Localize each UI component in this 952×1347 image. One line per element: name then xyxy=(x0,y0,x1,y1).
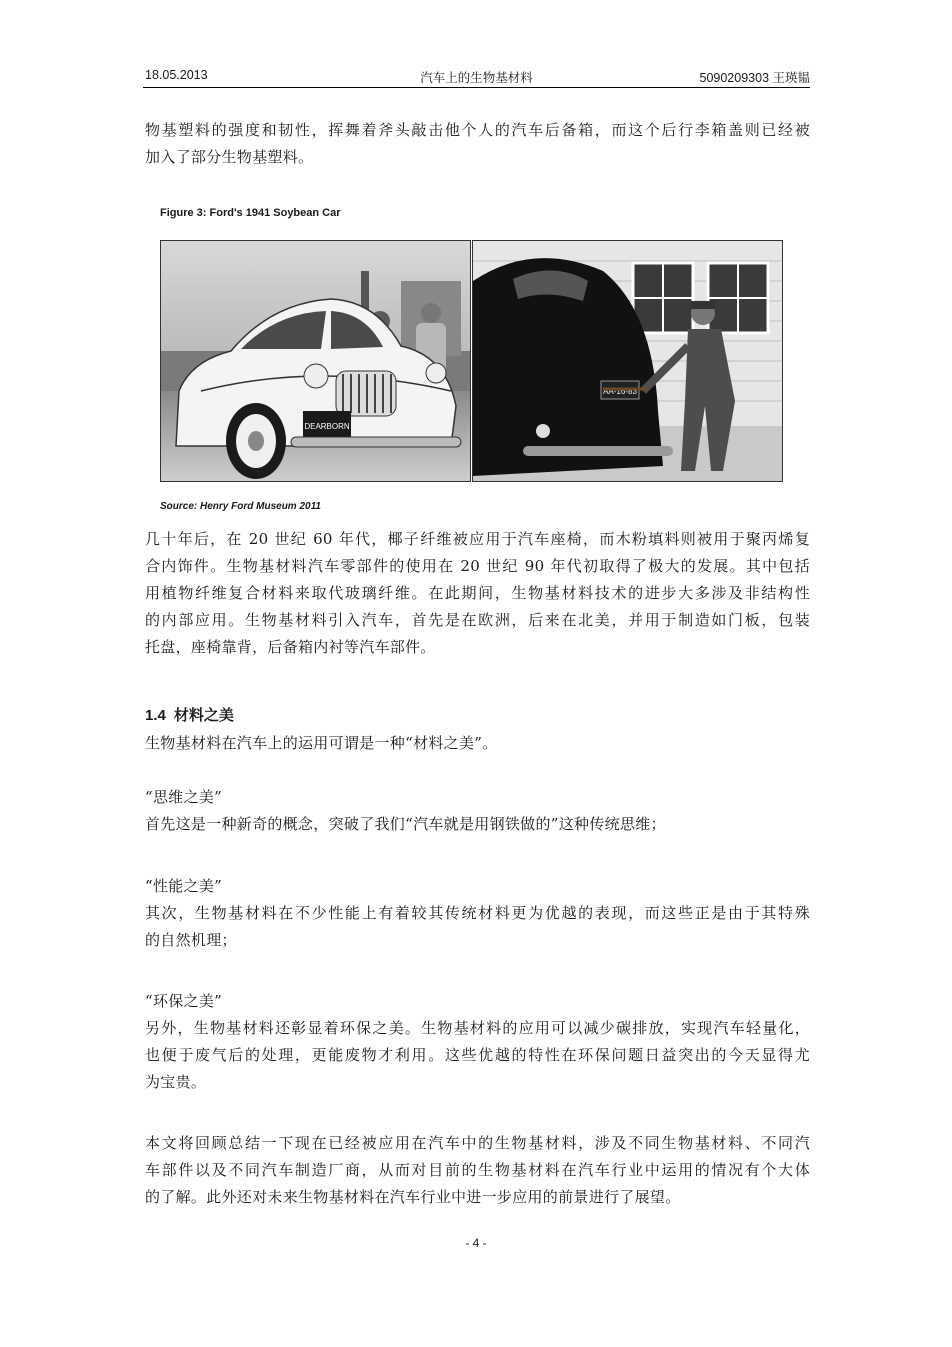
header-rule xyxy=(143,87,810,88)
beauty-title: “思维之美” xyxy=(145,788,223,806)
paragraph-line: 另外，生物基材料还彰显着环保之美。生物基材料的应用可以减少碳排放，实现汽车轻量化， xyxy=(145,1019,810,1037)
paragraph-line: 托盘，座椅靠背，后备箱内衬等汽车部件。 xyxy=(145,638,436,656)
paragraph-line: 用植物纤维复合材料来取代玻璃纤维。在此期间，生物基材料技术的进步大多涉及非结构性 xyxy=(145,584,810,602)
section-title: 材料之美 xyxy=(173,706,234,724)
photo-ford-axe-trunk xyxy=(472,240,783,482)
plate-right-text: AA-16-83 xyxy=(603,387,637,396)
summary-paragraph xyxy=(145,1130,810,1211)
paragraph-line: 的内部应用。生物基材料引入汽车，首先是在欧洲，后来在北美，并用于制造如门板，包装 xyxy=(145,611,810,629)
paragraph-line: 首先这是一种新奇的概念，突破了我们“汽车就是用钢铁做的”这种传统思维； xyxy=(145,815,666,833)
paragraph-line: 物基塑料的强度和韧性，挥舞着斧头敲击他个人的汽车后备箱，而这个后行李箱盖则已经被 xyxy=(145,121,810,139)
beauty-thinking xyxy=(145,784,810,838)
paragraph-line: 本文将回顾总结一下现在已经被应用在汽车中的生物基材料，涉及不同生物基材料、不同汽 xyxy=(145,1134,810,1152)
beauty-title: “性能之美” xyxy=(145,877,223,895)
page-header xyxy=(143,66,810,86)
page-number: - 4 - xyxy=(465,1236,487,1250)
beauty-title: “环保之美” xyxy=(145,992,223,1010)
paragraph-line: 的自然机理； xyxy=(145,931,237,949)
section-intro xyxy=(145,730,810,757)
intro-paragraph xyxy=(145,117,810,171)
photo-soybean-car-front xyxy=(160,240,471,482)
paragraph-line: 其次，生物基材料在不少性能上有着较其传统材料更为优越的表现，而这些正是由于其特殊 xyxy=(145,904,810,922)
beauty-performance xyxy=(145,873,810,954)
figure-source: Source: Henry Ford Museum 2011 xyxy=(160,501,321,512)
paragraph-line: 为宝贵。 xyxy=(145,1073,207,1091)
paragraph-line: 也便于废气后的处理，更能废物才利用。这些优越的特性在环保问题日益突出的今天显得尤 xyxy=(145,1046,810,1064)
paragraph-line: 生物基材料在汽车上的运用可谓是一种“材料之美”。 xyxy=(145,734,498,752)
header-title: 汽车上的生物基材料 xyxy=(420,71,533,85)
paragraph-line: 加入了部分生物基塑料。 xyxy=(145,148,314,166)
section-heading xyxy=(145,704,234,725)
plate-left-text: DEARBORN xyxy=(304,422,350,431)
header-author: 5090209303 王瑛韫 xyxy=(699,71,810,85)
paragraph-line: 车部件以及不同汽车制造厂商，从而对目前的生物基材料在汽车行业中运用的情况有个大体 xyxy=(145,1161,810,1179)
history-paragraph xyxy=(145,526,810,661)
header-date: 18.05.2013 xyxy=(145,68,208,82)
paragraph-line: 的了解。此外还对未来生物基材料在汽车行业中进一步应用的前景进行了展望。 xyxy=(145,1188,681,1206)
beauty-environment xyxy=(145,988,810,1096)
section-number: 1.4 xyxy=(145,707,166,724)
paragraph-line: 合内饰件。生物基材料汽车零部件的使用在 20 世纪 90 年代初取得了极大的发展。其中包括 xyxy=(145,557,810,575)
figure-caption: Figure 3: Ford's 1941 Soybean Car xyxy=(160,207,341,219)
paragraph-line: 几十年后，在 20 世纪 60 年代，椰子纤维被应用于汽车座椅，而木粉填料则被用于聚丙烯复 xyxy=(145,530,810,548)
